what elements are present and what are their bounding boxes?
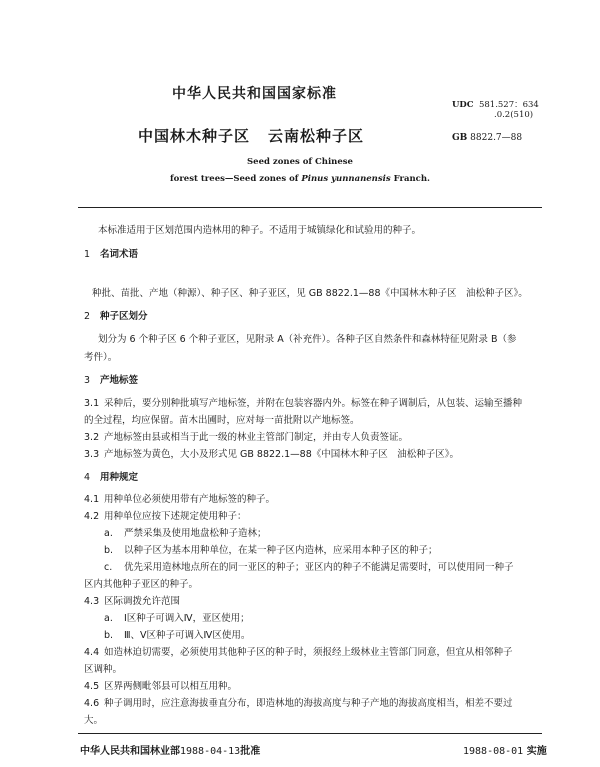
section-3-heading	[84, 372, 138, 386]
title-part2: 云南松种子区	[268, 127, 365, 145]
footer-approve-label: 批准	[240, 746, 261, 757]
section-2-number: 2	[84, 311, 91, 322]
clause-4-4-line2: 区调种。	[84, 664, 123, 675]
clause-3-3-text: 产地标签为黄色，大小及形式见 GB 8822.1—88《中国林木种子区 油松种子区》。	[104, 449, 459, 460]
title-part1: 中国林木种子区	[138, 127, 251, 145]
english-line2-species: Pinus yunnanensis	[301, 174, 391, 184]
footer-divider	[78, 733, 542, 734]
clause-4-2-c-label: c.	[104, 562, 113, 573]
clause-3-1-line2: 的全过程，均应保留。苗木出圃时，应对每一苗批附以产地标签。	[84, 415, 360, 426]
clause-4-2-a-label: a.	[104, 528, 113, 539]
document-title	[138, 125, 364, 146]
section-3-title: 产地标签	[100, 375, 139, 386]
clause-4-3-b-label: b.	[104, 630, 114, 641]
intro-paragraph: 本标准适用于区划范围内造林用的种子。不适用于城镇绿化和试验用的种子。	[98, 225, 422, 236]
footer-effective	[463, 742, 547, 757]
clause-4-4-text: 如造林迫切需要，必须使用其他种子区的种子时，须报经上级林业主管部门同意，但宜从相邻种子	[104, 647, 513, 658]
header-divider	[78, 207, 542, 208]
clause-4-3-number: 4.3	[84, 596, 100, 607]
clause-4-1-number: 4.1	[84, 494, 100, 505]
english-line2-a: forest trees—Seed zones of	[170, 174, 302, 184]
udc-line2: .0.2(510)	[494, 110, 534, 120]
clause-4-3-b-text: Ⅲ、Ⅴ区种子可调入Ⅳ区使用。	[124, 630, 251, 641]
section-1-body: 种批、苗批、产地（种源）、种子区、种子亚区，见 GB 8822.1—88《中国林木种子区 油松种子区》。	[92, 288, 528, 299]
clause-4-3-a-label: a.	[104, 613, 113, 624]
section-4-title: 用种规定	[100, 472, 139, 483]
clause-4-3-a	[104, 610, 250, 624]
clause-4-1-text: 用种单位必须使用带有产地标签的种子。	[104, 494, 276, 505]
section-2-heading	[84, 308, 148, 322]
clause-3-3	[84, 446, 459, 460]
clause-4-6-line1	[84, 695, 513, 709]
clause-4-2-text: 用种单位应按下述规定使用种子：	[104, 511, 247, 522]
english-title-line1: Seed zones of Chinese	[247, 157, 353, 167]
clause-4-3	[84, 593, 180, 607]
clause-3-2-number: 3.2	[84, 432, 100, 443]
udc-label: UDC	[452, 100, 474, 110]
english-line2-b: Franch.	[390, 174, 430, 184]
clause-4-5-text: 区界两侧毗邻县可以相互用种。	[104, 681, 238, 692]
section-1-number: 1	[84, 249, 91, 260]
section-1-title: 名词术语	[100, 249, 139, 260]
clause-4-6-number: 4.6	[84, 698, 100, 709]
section-4-number: 4	[84, 472, 91, 483]
clause-3-2	[84, 429, 408, 443]
clause-4-5-number: 4.5	[84, 681, 100, 692]
clause-4-2-c-line1	[104, 559, 514, 573]
udc-line1: 581.527：634	[478, 100, 539, 110]
clause-4-6-line2: 大。	[84, 715, 104, 726]
clause-4-2-c-line2: 区内其他种子亚区的种子。	[84, 579, 199, 590]
clause-4-2-c-text: 优先采用造林地点所在的同一亚区的种子；亚区内的种子不能满足需要时，可以使用同一种子	[124, 562, 514, 573]
footer-approval	[80, 742, 260, 757]
clause-4-2-b-label: b.	[104, 545, 114, 556]
clause-4-2-a	[104, 525, 267, 539]
clause-4-2-b	[104, 542, 438, 556]
section-3-number: 3	[84, 375, 91, 386]
gb-number	[452, 133, 522, 143]
clause-3-3-number: 3.3	[84, 449, 100, 460]
section-2-title: 种子区划分	[100, 311, 148, 322]
clause-4-4-line1	[84, 644, 513, 658]
clause-3-1-line1	[84, 395, 522, 409]
clause-4-2-b-text: 以种子区为基本用种单位，在某一种子区内造林，应采用本种子区的种子；	[124, 545, 438, 556]
clause-3-1-number: 3.1	[84, 398, 100, 409]
gb-number-value: 8822.7—88	[470, 133, 523, 143]
section-1-heading	[84, 246, 138, 260]
gb-label: GB	[452, 133, 468, 143]
clause-4-3-b	[104, 627, 250, 641]
clause-4-3-text: 区际调拨允许范围	[104, 596, 181, 607]
footer-effective-date: 1988-08-01	[463, 746, 524, 757]
clause-4-2-number: 4.2	[84, 511, 100, 522]
clause-4-4-number: 4.4	[84, 647, 100, 658]
footer-issuer: 中华人民共和国林业部	[80, 746, 180, 757]
clause-3-1-text: 采种后，要分别种批填写产地标签，并附在包装容器内外。标签在种子调制后，从包装、运输至播种	[104, 398, 523, 409]
clause-4-2	[84, 508, 247, 522]
footer-approve-date: 1988-04-13	[180, 746, 241, 757]
clause-4-5	[84, 678, 237, 692]
section-2-body-line2: 考件）。	[84, 352, 118, 363]
standard-title: 中华人民共和国国家标准	[172, 86, 337, 102]
clause-4-3-a-text: Ⅰ区种子可调入Ⅳ，亚区使用；	[124, 613, 250, 624]
clause-4-6-text: 种子调用时，应注意海拔垂直分布，即造林地的海拔高度与种子产地的海拔高度相当，相差不要过	[104, 698, 513, 709]
clause-3-2-text: 产地标签由县或相当于此一级的林业主管部门制定，并由专人负责签证。	[104, 432, 409, 443]
clause-4-1	[84, 491, 275, 505]
english-title-line2	[0, 174, 600, 184]
section-2-body-line1: 划分为 6 个种子区 6 个种子亚区，见附录 A（补充件）。各种子区自然条件和森林特征见附录 B（参	[98, 334, 517, 345]
section-4-heading	[84, 469, 138, 483]
clause-4-2-a-text: 严禁采集及使用地盘松种子造林；	[124, 528, 267, 539]
footer-effective-label: 实施	[526, 746, 547, 757]
